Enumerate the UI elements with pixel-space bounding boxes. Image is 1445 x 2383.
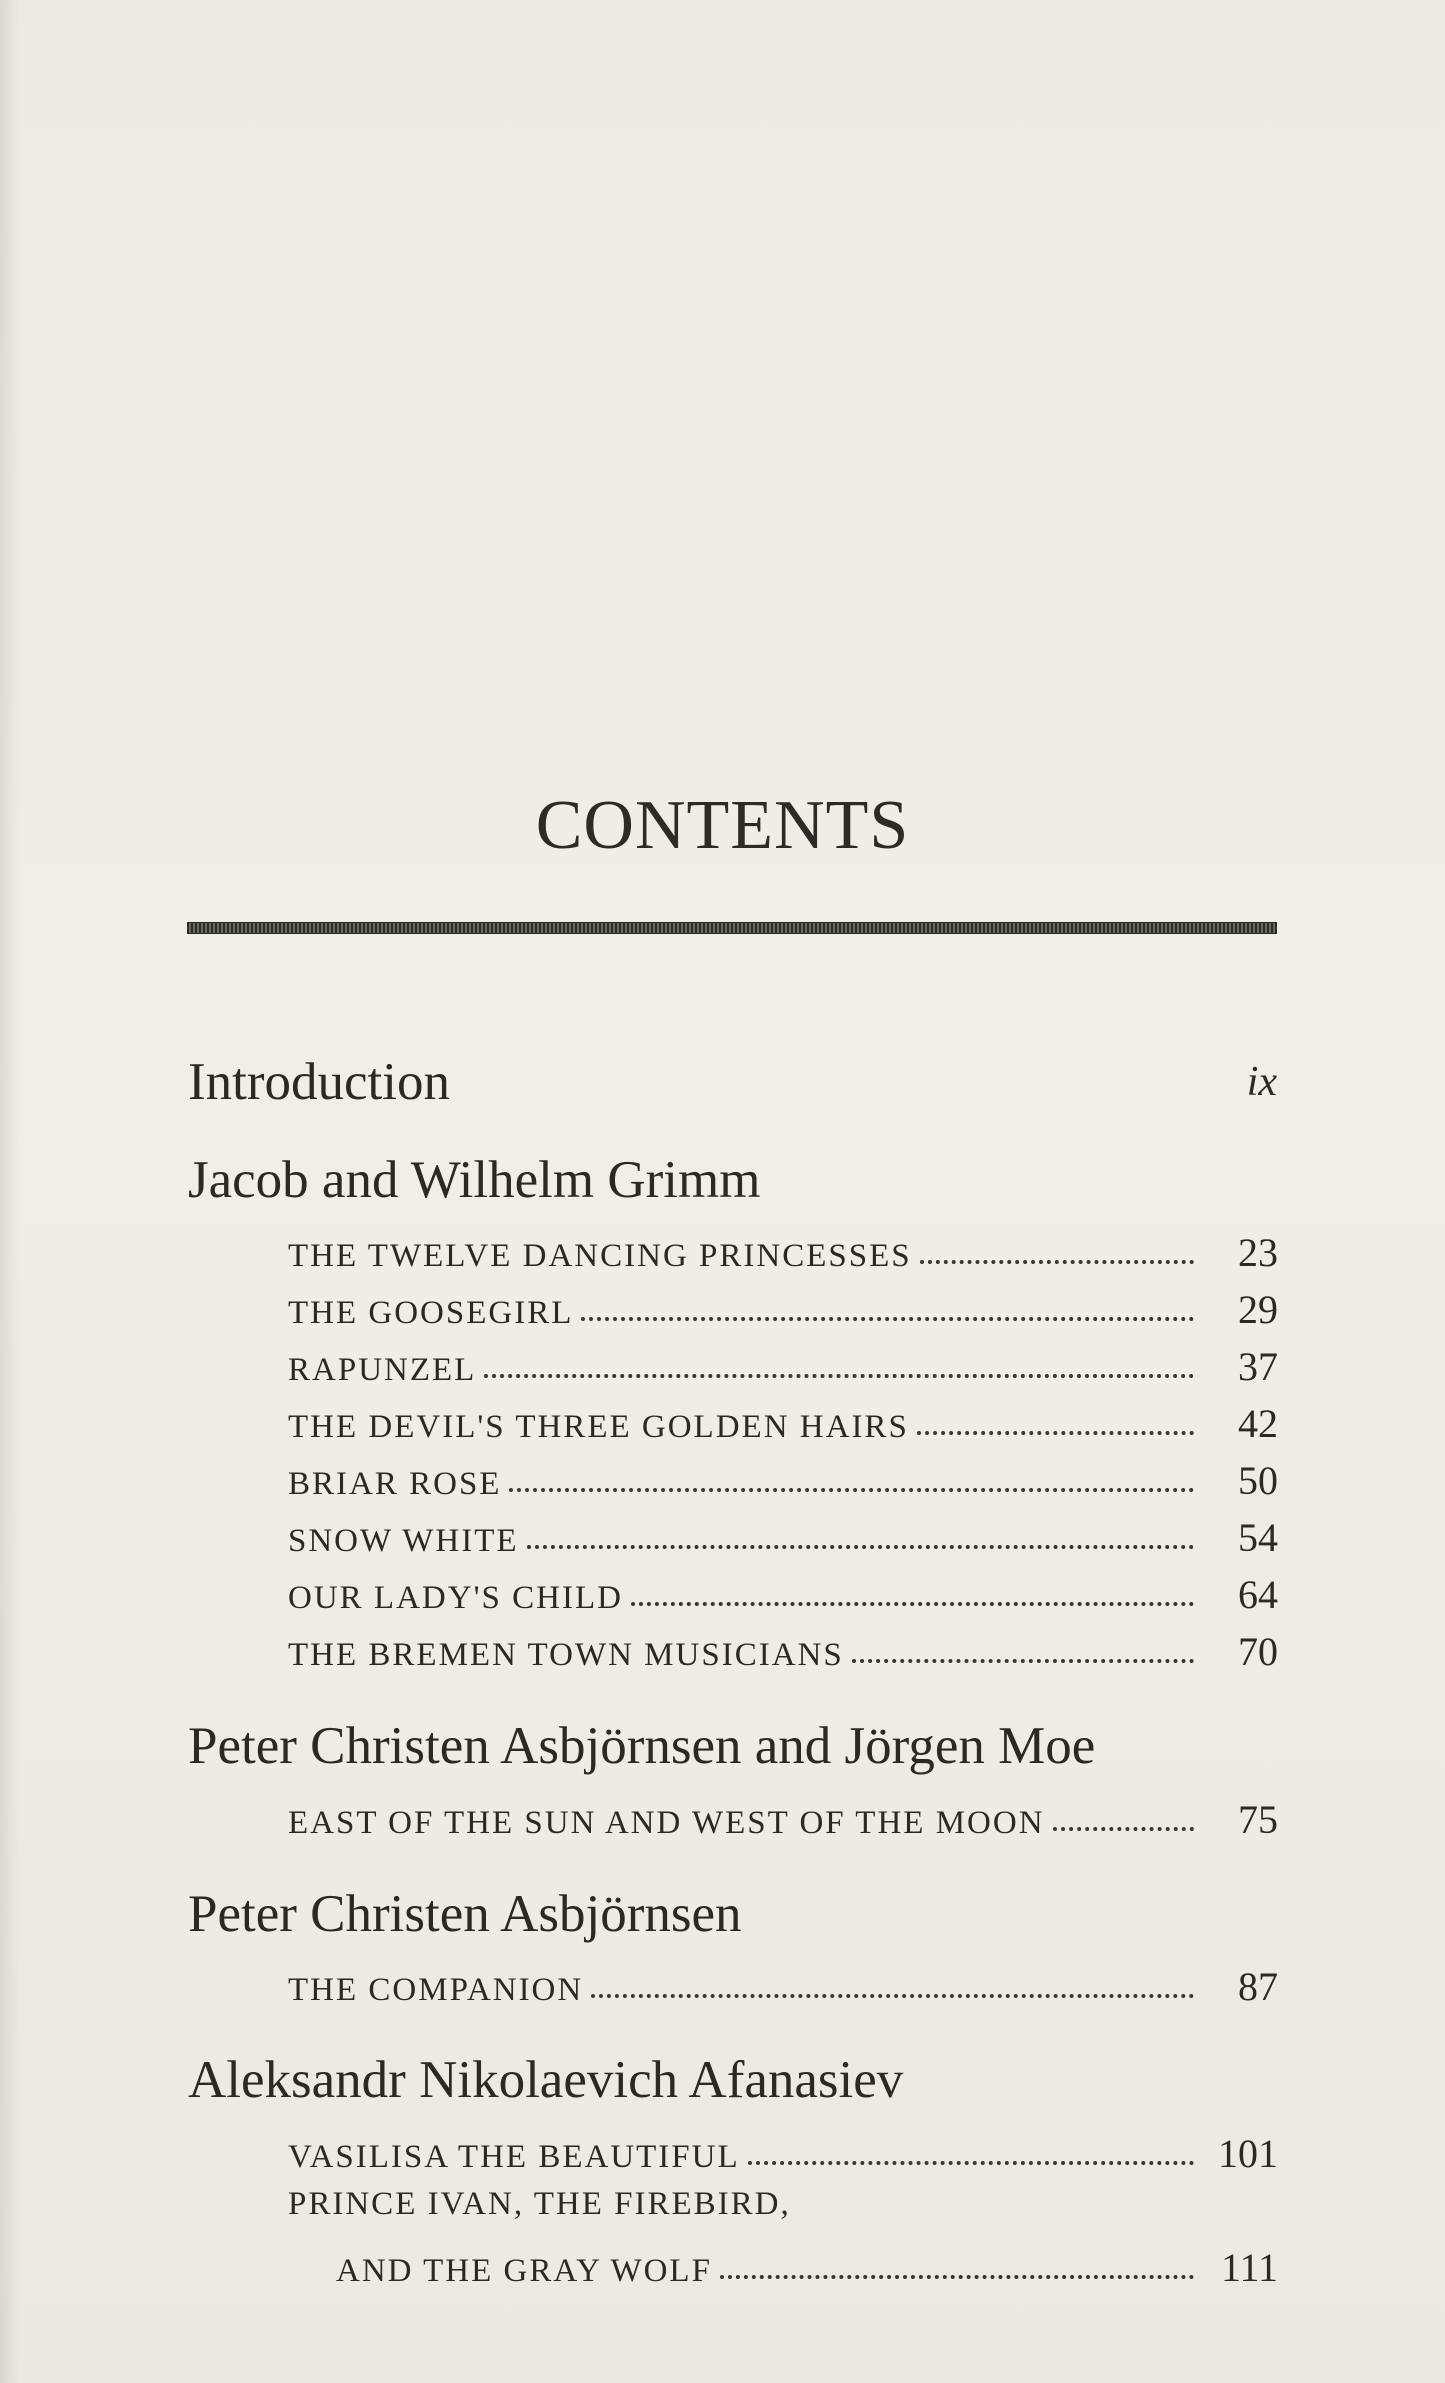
page-number: 87 [1238, 1964, 1278, 2009]
page-number: 23 [1238, 1230, 1278, 1275]
section-author: Peter Christen Asbjörnsen and Jörgen Moe [188, 1717, 1096, 1775]
section-author: Aleksandr Nikolaevich Afanasiev [188, 2051, 904, 2109]
dot-leader [509, 1488, 1194, 1492]
page-number: 111 [1220, 2245, 1278, 2290]
page-number: 101 [1218, 2131, 1278, 2176]
page-number: 37 [1238, 1344, 1278, 1389]
toc-entry [288, 2186, 1278, 2238]
toc-entry [288, 1796, 1278, 1848]
story-title: EAST OF THE SUN AND WEST OF THE MOON [288, 1805, 1045, 1841]
toc-entry [288, 1343, 1278, 1395]
toc-entry [288, 1400, 1278, 1452]
page-number: 29 [1238, 1287, 1278, 1332]
introduction-heading: Introduction [188, 1053, 450, 1111]
story-title: THE DEVIL'S THREE GOLDEN HAIRS [288, 1409, 909, 1445]
story-title: PRINCE IVAN, THE FIREBIRD, [288, 2186, 791, 2222]
dot-leader [631, 1602, 1194, 1606]
story-title: THE COMPANION [288, 1972, 584, 2008]
toc-entry [288, 1571, 1278, 1623]
page-number: 75 [1238, 1797, 1278, 1842]
toc-entry [288, 2130, 1278, 2182]
toc-entry [288, 1229, 1278, 1281]
decorative-rule [187, 922, 1277, 934]
dot-leader [748, 2161, 1194, 2165]
story-title: SNOW WHITE [288, 1523, 519, 1559]
toc-entry [288, 1457, 1278, 1509]
story-title: THE TWELVE DANCING PRINCESSES [288, 1238, 912, 1274]
toc-entry-continuation [336, 2244, 1278, 2296]
dot-leader [581, 1317, 1194, 1321]
dot-leader [527, 1545, 1194, 1549]
introduction-page-number: ix [1246, 1059, 1277, 1105]
page-number: 42 [1238, 1401, 1278, 1446]
story-title-continued: AND THE GRAY WOLF [336, 2253, 712, 2289]
dot-leader [920, 1260, 1194, 1264]
page-number: 64 [1238, 1572, 1278, 1617]
dot-leader [917, 1431, 1194, 1435]
toc-entry [288, 1514, 1278, 1566]
dot-leader [1053, 1827, 1194, 1831]
story-title: RAPUNZEL [288, 1352, 477, 1388]
toc-entry [288, 1963, 1278, 2015]
dot-leader [484, 1374, 1194, 1378]
story-title: THE GOOSEGIRL [288, 1295, 574, 1331]
dot-leader [720, 2275, 1194, 2279]
toc-entry [288, 1628, 1278, 1680]
dot-leader [591, 1994, 1194, 1998]
page-number: 50 [1238, 1458, 1278, 1503]
story-title: THE BREMEN TOWN MUSICIANS [288, 1637, 844, 1673]
story-title: OUR LADY'S CHILD [288, 1580, 623, 1616]
dot-leader [852, 1659, 1194, 1663]
section-author: Peter Christen Asbjörnsen [188, 1885, 742, 1943]
page-number: 70 [1238, 1629, 1278, 1674]
story-title: BRIAR ROSE [288, 1466, 502, 1502]
section-author: Jacob and Wilhelm Grimm [188, 1151, 761, 1209]
page-title: CONTENTS [535, 787, 910, 864]
page-number: 54 [1238, 1515, 1278, 1560]
toc-entry [288, 1286, 1278, 1338]
story-title: VASILISA THE BEAUTIFUL [288, 2139, 740, 2175]
